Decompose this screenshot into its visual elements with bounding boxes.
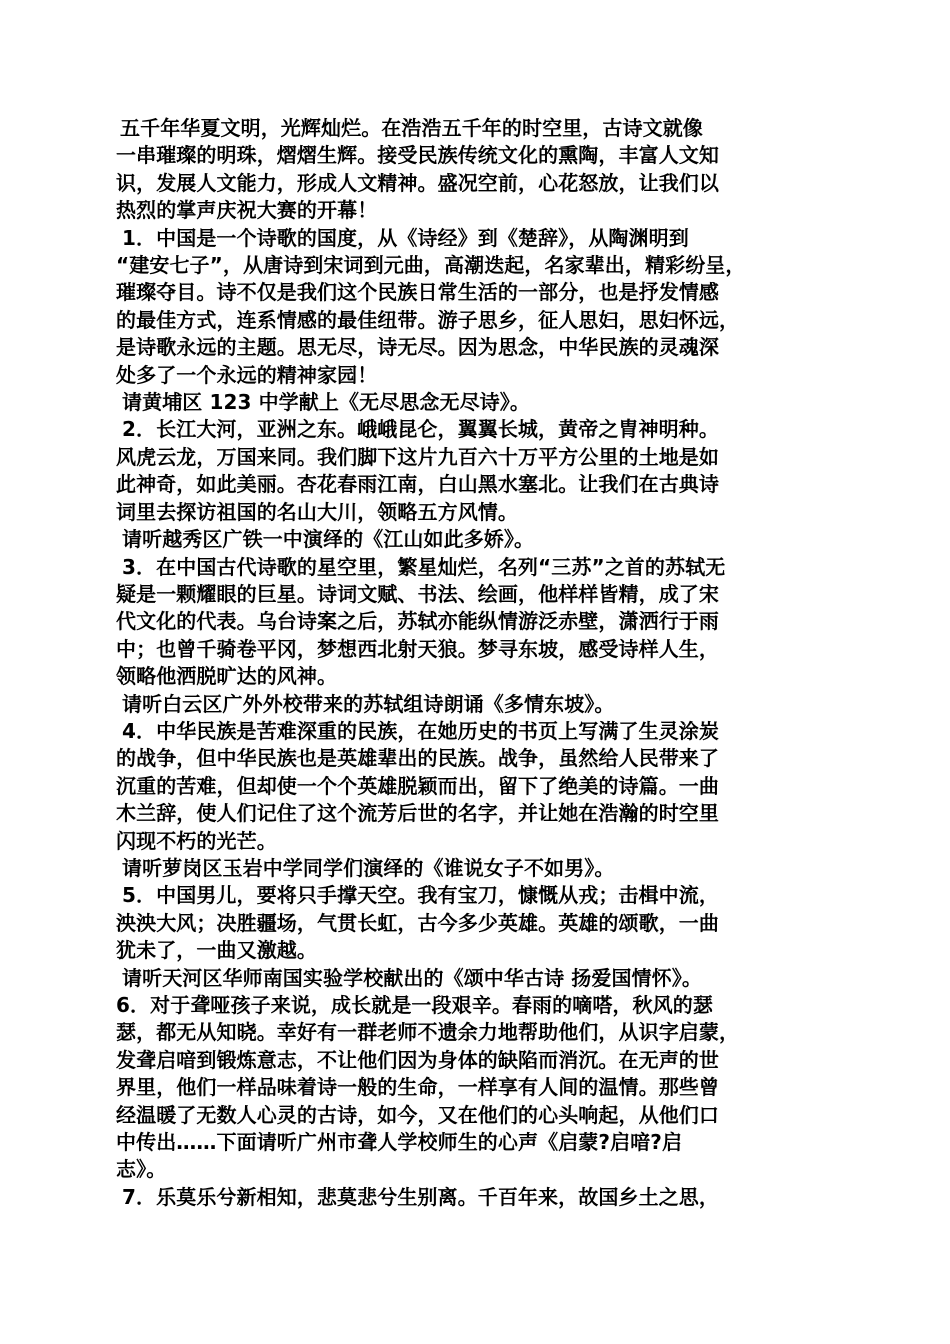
text-line: 4．中华民族是苦难深重的民族，在她历史的书页上写满了生灵涂炭 [122,718,719,743]
text-line: 璀璨夺目。诗不仅是我们这个民族日常生活的一部分，也是抒发情感 [116,280,719,305]
text-line: 处多了一个永远的精神家园！ [116,362,378,387]
invitation-paragraph [116,691,836,718]
text-line: 木兰辞，使人们记住了这个流芳后世的名字，并让她在浩瀚的时空里 [116,801,719,826]
text-line: 3．在中国古代诗歌的星空里，繁星灿烂，名列“三苏”之首的苏轼无 [122,554,726,579]
text-line: 领略他洒脱旷达的风神。 [116,664,338,689]
text-line: “建安七子”，从唐诗到宋词到元曲，高潮迭起，名家辈出，精彩纷呈， [116,253,746,278]
text-line: 发聋启喑到锻炼意志，不让他们因为身体的缺陷而消沉。在无声的世 [116,1047,719,1072]
document-body [116,115,836,1211]
text-line: 请听萝岗区玉岩中学同学们演绎的《谁说女子不如男》。 [122,855,615,880]
text-line: 瑟，都无从知晓。幸好有一群老师不遗余力地帮助他们，从识字启蒙， [116,1020,740,1045]
text-line: 经温暖了无数人心灵的古诗，如今，又在他们的心头响起，从他们口 [116,1102,719,1127]
numbered-paragraph [116,882,836,964]
text-line: 代文化的代表。乌台诗案之后，苏轼亦能纵情游泛赤壁，潇洒行于雨 [116,609,719,634]
numbered-paragraph [116,1184,836,1211]
document-page [116,115,836,1211]
text-line: 的最佳方式，连系情感的最佳纽带。游子思乡，征人思妇，思妇怀远， [116,307,740,332]
text-line: 6．对于聋哑孩子来说，成长就是一段艰辛。春雨的嘀嗒，秋风的瑟 [116,993,713,1017]
text-line: 界里，他们一样品味着诗一般的生命，一样享有人间的温情。那些曾 [116,1075,719,1100]
numbered-paragraph [116,718,836,855]
text-line: 2．长江大河，亚洲之东。峨峨昆仑，翼翼长城，黄帝之胄神明种。 [122,417,719,442]
text-line: 沉重的苦难，但却使一个个英雄脱颖而出，留下了绝美的诗篇。一曲 [116,773,719,798]
text-line: 请听天河区华师南国实验学校献出的《颂中华古诗 扬爱国情怀》。 [122,965,702,990]
text-line: 闪现不朽的光芒。 [116,828,277,853]
invitation-paragraph [116,389,836,416]
intro-paragraph [116,115,836,225]
numbered-paragraph [116,416,836,526]
text-line: 中；也曾千骑卷平冈，梦想西北射天狼。梦寻东坡，感受诗样人生， [116,636,719,661]
text-line: 热烈的掌声庆祝大赛的开幕！ [116,198,378,223]
invitation-paragraph [116,855,836,882]
numbered-paragraph [116,554,836,691]
invitation-paragraph [116,526,836,553]
invitation-paragraph [116,965,836,992]
text-line: 风虎云龙，万国来同。我们脚下这片九百六十万平方公里的土地是如 [116,444,719,469]
text-line: 此神奇，如此美丽。杏花春雨江南，白山黑水塞北。让我们在古典诗 [116,472,719,497]
text-line: 7．乐莫乐兮新相知，悲莫悲兮生别离。千百年来，故国乡土之思， [122,1184,719,1209]
text-line: 5．中国男儿，要将只手撑天空。我有宝刀，慷慨从戎；击楫中流， [122,883,719,908]
numbered-paragraph [116,225,836,389]
text-line: 请听白云区广外外校带来的苏轼组诗朗诵《多情东坡》。 [122,691,615,716]
text-line: 请听越秀区广铁一中演绎的《江山如此多娇》。 [122,527,535,552]
text-line: 志》。 [116,1157,167,1182]
text-line: 犹未了，一曲又激越。 [116,938,317,963]
text-line: 1．中国是一个诗歌的国度，从《诗经》到《楚辞》，从陶渊明到 [122,225,689,250]
text-line: 中传出……下面请听广州市聋人学校师生的心声《启蒙?启喑?启 [116,1130,683,1155]
text-line: 识，发展人文能力，形成人文精神。盛况空前，心花怒放，让我们以 [116,170,719,195]
numbered-paragraph [116,992,836,1184]
text-line: 五千年华夏文明，光辉灿烂。在浩浩五千年的时空里，古诗文就像 [120,116,703,140]
text-line: 是诗歌永远的主题。思无尽，诗无尽。因为思念，中华民族的灵魂深 [116,335,719,360]
text-line: 泱泱大风；决胜疆场，气贯长虹，古今多少英雄。英雄的颂歌，一曲 [116,910,719,935]
text-line: 的战争，但中华民族也是英雄辈出的民族。战争，虽然给人民带来了 [116,746,719,771]
text-line: 疑是一颗耀眼的巨星。诗词文赋、书法、绘画，他样样皆精，成了宋 [116,581,719,606]
text-line: 一串璀璨的明珠，熠熠生辉。接受民族传统文化的熏陶，丰富人文知 [116,143,719,168]
text-line: 词里去探访祖国的名山大川，领略五方风情。 [116,499,518,524]
text-line: 请黄埔区 123 中学献上《无尽思念无尽诗》。 [122,390,530,415]
